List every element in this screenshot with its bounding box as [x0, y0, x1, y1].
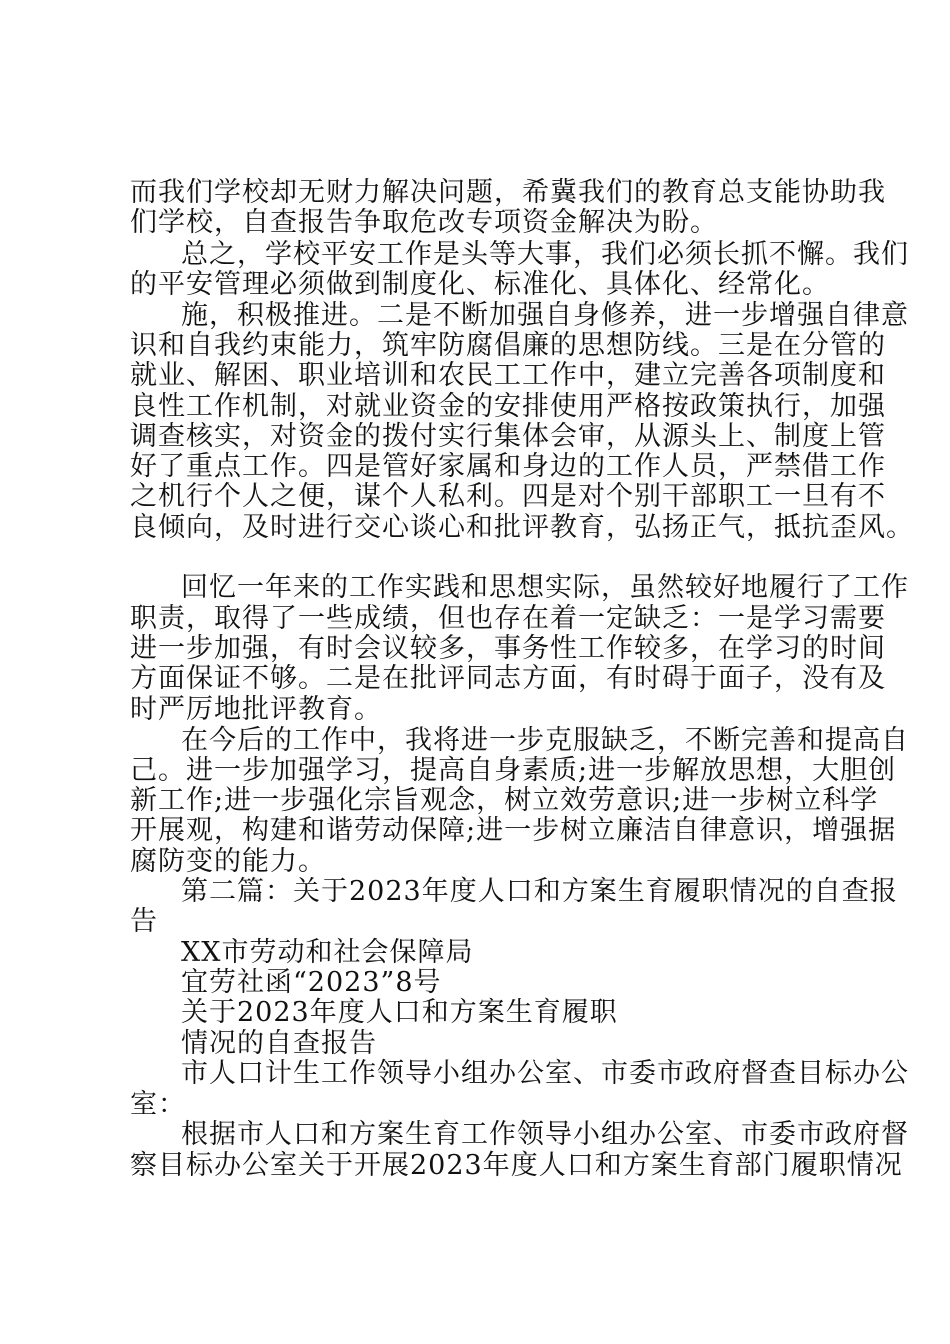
text-line: XX市劳动和社会保障局 — [181, 937, 474, 968]
text-line: 时严厉地批评教育。 — [130, 694, 382, 725]
text-line: 室： — [130, 1089, 186, 1120]
text-line: 宜劳社函“2023”8号 — [181, 967, 442, 998]
section-heading: 告 — [130, 906, 158, 937]
text-line: 己。进一步加强学习，提高自身素质;进一步解放思想，大胆创 — [130, 755, 897, 786]
text-line: 腐防变的能力。 — [130, 846, 326, 877]
text-line: 情况的自查报告 — [181, 1028, 377, 1059]
text-line: 关于2023年度人口和方案生育履职 — [181, 997, 618, 1028]
text-line: 市人口计生工作领导小组办公室、市委市政府督查目标办公 — [181, 1058, 909, 1089]
text-line: 开展观，构建和谐劳动保障;进一步树立廉洁自律意识，增强据 — [130, 815, 897, 846]
text-line: 而我们学校却无财力解决问题，希冀我们的教育总支能协助我 — [130, 177, 886, 208]
text-line: 新工作;进一步强化宗旨观念，树立效劳意识;进一步树立科学 — [130, 785, 879, 816]
section-heading: 第二篇：关于2023年度人口和方案生育履职情况的自查报 — [181, 876, 898, 907]
text-line: 之机行个人之便，谋个人私利。四是对个别干部职工一旦有不 — [130, 481, 886, 512]
text-line: 根据市人口和方案生育工作领导小组办公室、市委市政府督 — [181, 1119, 909, 1150]
text-line: 察目标办公室关于开展2023年度人口和方案生育部门履职情况 — [130, 1150, 903, 1181]
text-line: 的平安管理必须做到制度化、标准化、具体化、经常化。 — [130, 269, 830, 300]
text-line: 总之，学校平安工作是头等大事，我们必须长抓不懈。我们 — [181, 239, 909, 270]
text-line: 职责，取得了一些成绩，但也存在着一定缺乏：一是学习需要 — [130, 603, 886, 634]
text-line: 进一步加强，有时会议较多，事务性工作较多，在学习的时间 — [130, 633, 886, 664]
text-line: 方面保证不够。二是在批评同志方面，有时碍于面子，没有及 — [130, 663, 886, 694]
text-line: 施，积极推进。二是不断加强自身修养，进一步增强自律意 — [181, 300, 909, 331]
text-line: 调查核实，对资金的拨付实行集体会审，从源头上、制度上管 — [130, 421, 886, 452]
text-line: 良性工作机制，对就业资金的安排使用严格按政策执行，加强 — [130, 391, 886, 422]
text-line: 们学校，自查报告争取危改专项资金解决为盼。 — [130, 207, 718, 238]
text-line: 回忆一年来的工作实践和思想实际，虽然较好地履行了工作 — [181, 572, 909, 603]
text-line: 良倾向，及时进行交心谈心和批评教育，弘扬正气，抵抗歪风。 — [130, 512, 914, 543]
text-line: 识和自我约束能力，筑牢防腐倡廉的思想防线。三是在分管的 — [130, 330, 886, 361]
text-line: 就业、解困、职业培训和农民工工作中，建立完善各项制度和 — [130, 360, 886, 391]
text-line: 好了重点工作。四是管好家属和身边的工作人员，严禁借工作 — [130, 451, 886, 482]
text-line: 在今后的工作中，我将进一步克服缺乏，不断完善和提高自 — [181, 725, 909, 756]
